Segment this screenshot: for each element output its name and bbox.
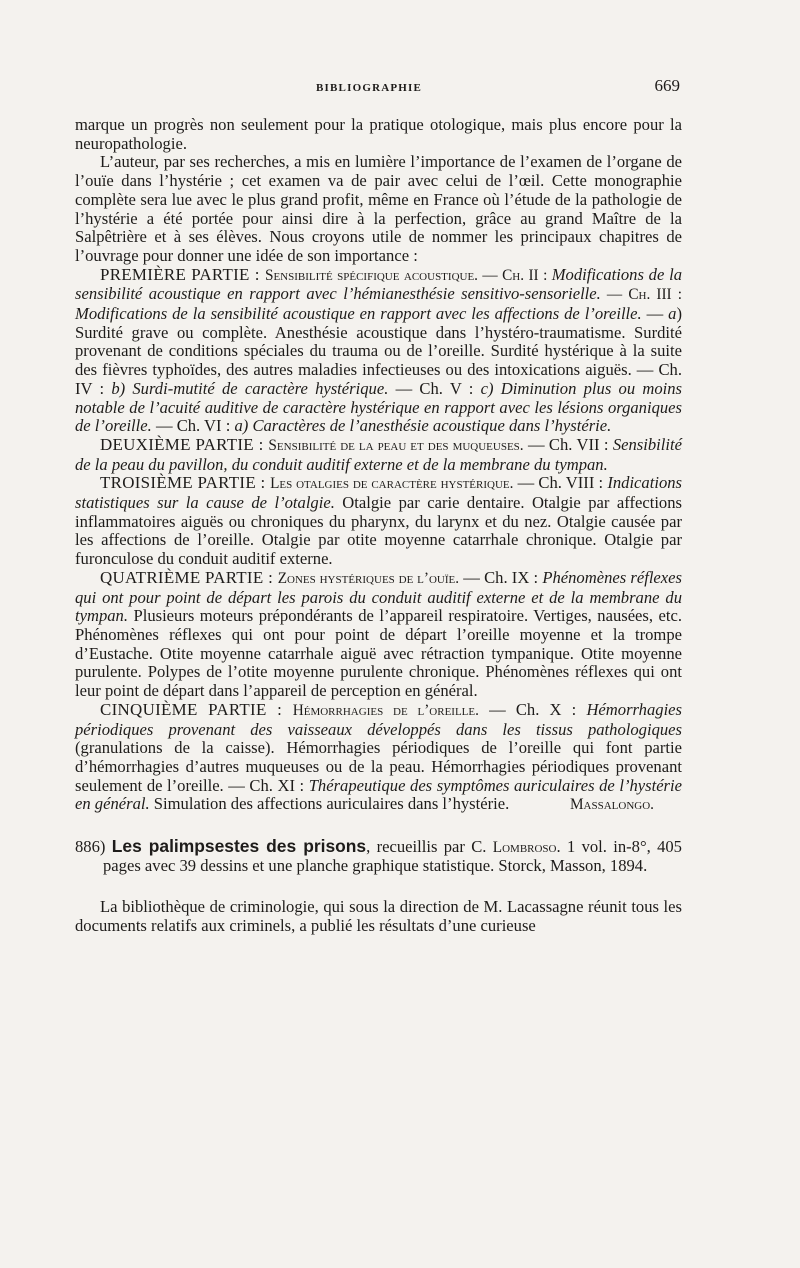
part-four: QUATRIÈME PARTIE : Zones hystériques de l’ouïe. — Ch. IX : Phénomènes réflexes qui ont pour point de départ les parois du conduit auditif externe et de la membrane du tympan. Plusieurs moteurs prépondérants de l’appareil respiratoire. Vertiges, nausées, etc. Phénomènes réflexes qui ont pour point de départ l’oreille moyenne et la trompe d’Eustache. Otite moyenne catarrhale aiguë avec rétraction tympanique. Otite moyenne purulente. Polypes de l’otite moyenne purulente chronique. Phénomènes réflexes qui ont leur point de départ dans l’appareil de perception en général. bbox=[75, 567, 682, 701]
bibliography-entry-886: 886) Les palimpsestes des prisons, recueillis par C. Lombroso. 1 vol. in-8°, 405 pages avec 39 dessins et une planche graphique statistique. Storck, Masson, 1894. bbox=[75, 835, 682, 876]
paragraph-continuation: marque un progrès non seulement pour la pratique otologique, mais plus encore pour la neuropathologie. bbox=[75, 115, 682, 153]
page-body bbox=[75, 116, 682, 936]
part-one: PREMIÈRE PARTIE : Sensibilité spécifique acoustique. — Ch. II : Modifications de la sensibilité acoustique en rapport avec l’hémianesthésie sensitivo-sensorielle. — Ch. III : Modifications de la sensibilité acoustique en rapport avec les affections de l’oreille. — a) Surdité grave ou complète. Anesthésie acoustique dans l’hystéro-traumatisme. Surdité provenant de conditions spéciales du trauma ou de l’oreille. Surdité hystérique à la suite des fièvres typhoïdes, des autres maladies infectieuses ou des intoxications aiguës. — Ch. IV : b) Surdi-mutité de caractère hystérique. — Ch. V : c) Diminution plus ou moins notable de l’acuité auditive de caractère hystérique en rapport avec les lésions organiques de l’oreille. — Ch. VI : a) Caractères de l’anesthésie acoustique dans l’hystérie. bbox=[75, 264, 683, 436]
entry-title: Les palimpsestes des prisons bbox=[111, 835, 367, 856]
section-gap bbox=[75, 876, 682, 898]
running-head bbox=[0, 76, 800, 100]
paragraph-intro: L’auteur, par ses recherches, a mis en lumière l’importance de l’examen de l’organe de l’ouïe dans l’hystérie ; cet examen va de pair avec celui de l’œil. Cette monographie complète sera lue avec le plus grand profit, même en France où l’étude de la pathologie de l’hystérie a été portée pour ainsi dire à la perfection, grâce au grand Maître de la Salpêtrière et à ses élèves. Nous croyons utile de nommer les principaux chapitres de l’ouvrage pour donner une idée de son importance : bbox=[75, 152, 682, 265]
part-two: DEUXIÈME PARTIE : Sensibilité de la peau et des muqueuses. — Ch. VII : Sensibilité de la peau du pavillon, du conduit auditif externe et de la membrane du tympan. bbox=[75, 434, 682, 474]
part-two-subject: Sensibilité de la peau et des muqueuses. bbox=[268, 436, 524, 454]
reviewer-signature: Massalongo. bbox=[569, 796, 654, 814]
entry-author: Lombroso bbox=[492, 838, 557, 856]
part-three-heading: TROISIÈME PARTIE : bbox=[100, 473, 271, 493]
part-one-heading: PREMIÈRE PARTIE : bbox=[100, 264, 265, 284]
part-four-heading: QUATRIÈME PARTIE : bbox=[100, 567, 278, 587]
part-one-subject: Sensibilité spécifique acoustique. bbox=[264, 266, 478, 284]
section-gap bbox=[75, 815, 682, 837]
part-three: TROISIÈME PARTIE : Les otalgies de caractère hystérique. — Ch. VIII : Indications statistiques sur la cause de l’otalgie. Otalgie par carie dentaire. Otalgie par affections inflammatoires aiguës ou chroniques du pharynx, du larynx et du nez. Otalgie causée par les affections de l’oreille. Otalgie par otite moyenne catarrhale chronique. Otalgie par furonculose du conduit auditif externe. bbox=[75, 473, 682, 569]
running-title: BIBLIOGRAPHIE bbox=[316, 82, 423, 94]
page-number: 669 bbox=[654, 76, 680, 95]
paragraph-review-start: La bibliothèque de criminologie, qui sous la direction de M. Lacassagne réunit tous les documents relatifs aux criminels, a publié les résultats d’une curieuse bbox=[75, 897, 682, 935]
part-five-heading: CINQUIÈME PARTIE : bbox=[100, 699, 293, 719]
entry-number: 886) bbox=[75, 836, 112, 856]
part-five: CINQUIÈME PARTIE : Hémorrhagies de l’oreille. — Ch. X : Hémorrhagies périodiques provenant des vaisseaux développés dans les tissus pathologiques (granulations de la caisse). Hémorrhagies périodiques de l’oreille qui font partie d’hémorrhagies d’autres muqueuses ou de la peau. Hémorrhagies périodiques provenant seulement de l’oreille. — Ch. XI : Thérapeutique des symptômes auriculaires de l’hystérie en général. Simulation des affections auriculaires dans l’hystérie. bbox=[75, 699, 683, 814]
part-five-subject: Hémorrhagies de l’oreille. bbox=[292, 701, 479, 719]
part-two-heading: DEUXIÈME PARTIE : bbox=[100, 434, 269, 454]
part-four-subject: Zones hystériques de l’ouïe. bbox=[277, 569, 460, 587]
part-three-subject: Les otalgies de caractère hystérique. bbox=[270, 475, 514, 493]
